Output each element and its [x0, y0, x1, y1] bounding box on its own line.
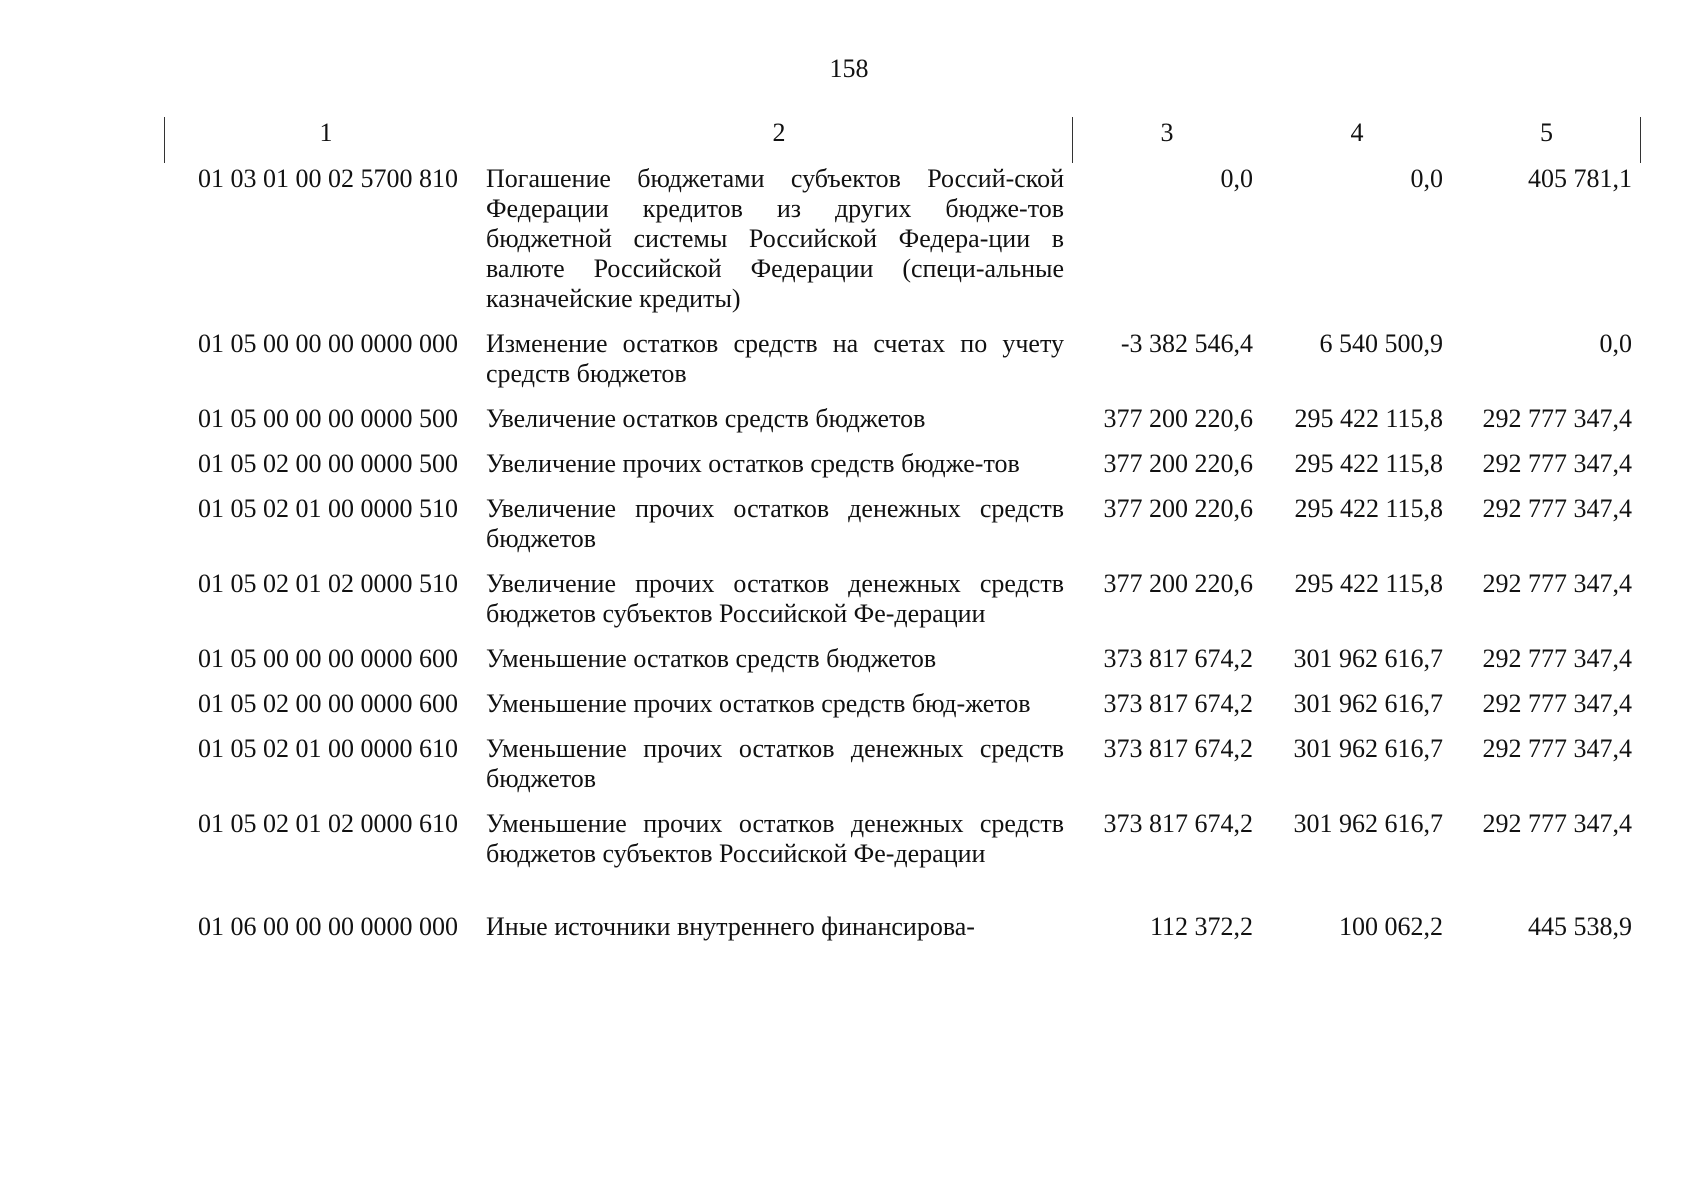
table-row	[166, 329, 1641, 404]
column-header-3: 3	[1160, 118, 1174, 147]
value-col-5: 405 781,1	[1528, 164, 1632, 193]
value-col-3: 377 200 220,6	[1103, 569, 1253, 598]
column-header-4: 4	[1350, 118, 1364, 147]
budget-code: 01 06 00 00 00 0000 000	[198, 912, 458, 941]
value-col-3: 373 817 674,2	[1103, 734, 1253, 763]
item-name: Увеличение прочих остатков средств бюдже-тов	[486, 449, 1020, 478]
item-name: Уменьшение прочих остатков средств бюд-жетов	[486, 689, 1031, 718]
table-row	[166, 404, 1641, 449]
item-name: Увеличение прочих остатков денежных средств бюджетов субъектов Российской Фе-дерации	[486, 569, 1064, 628]
table-header-row	[166, 118, 1641, 164]
value-col-5: 445 538,9	[1528, 912, 1632, 941]
value-col-5: 292 777 347,4	[1482, 449, 1632, 478]
budget-code: 01 03 01 00 02 5700 810	[198, 164, 458, 193]
table-row	[166, 734, 1641, 809]
item-name: Погашение бюджетами субъектов Россий-ской Федерации кредитов из других бюдже-тов бюджетной системы Российской Федера-ции в валюте Российской Федерации (специ-альные казначейские кредиты)	[486, 164, 1064, 313]
value-col-4: 301 962 616,7	[1293, 734, 1443, 763]
column-header-1: 1	[319, 118, 333, 147]
value-col-4: 295 422 115,8	[1294, 569, 1443, 598]
value-col-5: 292 777 347,4	[1482, 404, 1632, 433]
table-row	[166, 494, 1641, 569]
value-col-4: 0,0	[1410, 164, 1443, 193]
item-name: Уменьшение прочих остатков денежных средств бюджетов	[486, 734, 1064, 793]
value-col-4: 301 962 616,7	[1293, 689, 1443, 718]
column-header-5: 5	[1540, 118, 1553, 147]
value-col-3: 0,0	[1220, 164, 1253, 193]
item-name: Изменение остатков средств на счетах по учету средств бюджетов	[486, 329, 1064, 388]
value-col-4: 6 540 500,9	[1319, 329, 1443, 358]
value-col-4: 295 422 115,8	[1294, 494, 1443, 523]
value-col-3: 373 817 674,2	[1103, 809, 1253, 838]
table-row	[166, 689, 1641, 734]
budget-code: 01 05 02 01 02 0000 610	[198, 809, 458, 838]
item-name: Уменьшение прочих остатков денежных средств бюджетов субъектов Российской Фе-дерации	[486, 809, 1064, 868]
value-col-5: 292 777 347,4	[1482, 689, 1632, 718]
item-name: Увеличение прочих остатков денежных средств бюджетов	[486, 494, 1064, 553]
budget-code: 01 05 02 01 02 0000 510	[198, 569, 458, 598]
column-header-2: 2	[772, 118, 786, 147]
value-col-4: 295 422 115,8	[1294, 404, 1443, 433]
value-col-3: 377 200 220,6	[1103, 494, 1253, 523]
budget-code: 01 05 02 00 00 0000 600	[198, 689, 458, 718]
page-number: 158	[829, 54, 869, 83]
item-name: Уменьшение остатков средств бюджетов	[486, 644, 937, 673]
table-row	[166, 449, 1641, 494]
table-row	[166, 809, 1641, 884]
value-col-5: 292 777 347,4	[1482, 809, 1632, 838]
value-col-4: 301 962 616,7	[1293, 644, 1443, 673]
value-col-3: 377 200 220,6	[1103, 404, 1253, 433]
value-col-5: 292 777 347,4	[1482, 569, 1632, 598]
budget-code: 01 05 02 01 00 0000 510	[198, 494, 458, 523]
budget-code: 01 05 00 00 00 0000 000	[198, 329, 458, 358]
value-col-3: -3 382 546,4	[1120, 329, 1253, 358]
value-col-3: 373 817 674,2	[1103, 689, 1253, 718]
budget-code: 01 05 02 01 00 0000 610	[198, 734, 458, 763]
value-col-5: 0,0	[1599, 329, 1632, 358]
table-row	[166, 164, 1641, 329]
value-col-5: 292 777 347,4	[1482, 734, 1632, 763]
value-col-4: 301 962 616,7	[1293, 809, 1443, 838]
value-col-3: 373 817 674,2	[1103, 644, 1253, 673]
value-col-3: 377 200 220,6	[1103, 449, 1253, 478]
item-name: Увеличение остатков средств бюджетов	[486, 404, 926, 433]
table-row	[166, 644, 1641, 689]
value-col-3: 112 372,2	[1149, 912, 1253, 941]
value-col-4: 100 062,2	[1339, 912, 1443, 941]
table-border-left	[164, 117, 165, 163]
budget-code: 01 05 00 00 00 0000 600	[198, 644, 458, 673]
value-col-5: 292 777 347,4	[1482, 494, 1632, 523]
value-col-5: 292 777 347,4	[1482, 644, 1632, 673]
value-col-4: 295 422 115,8	[1294, 449, 1443, 478]
table-row	[166, 884, 1641, 957]
budget-code: 01 05 02 00 00 0000 500	[198, 449, 458, 478]
budget-code: 01 05 00 00 00 0000 500	[198, 404, 458, 433]
item-name: Иные источники внутреннего финансирова-	[486, 912, 975, 941]
budget-sources-table	[166, 118, 1641, 957]
table-row	[166, 569, 1641, 644]
